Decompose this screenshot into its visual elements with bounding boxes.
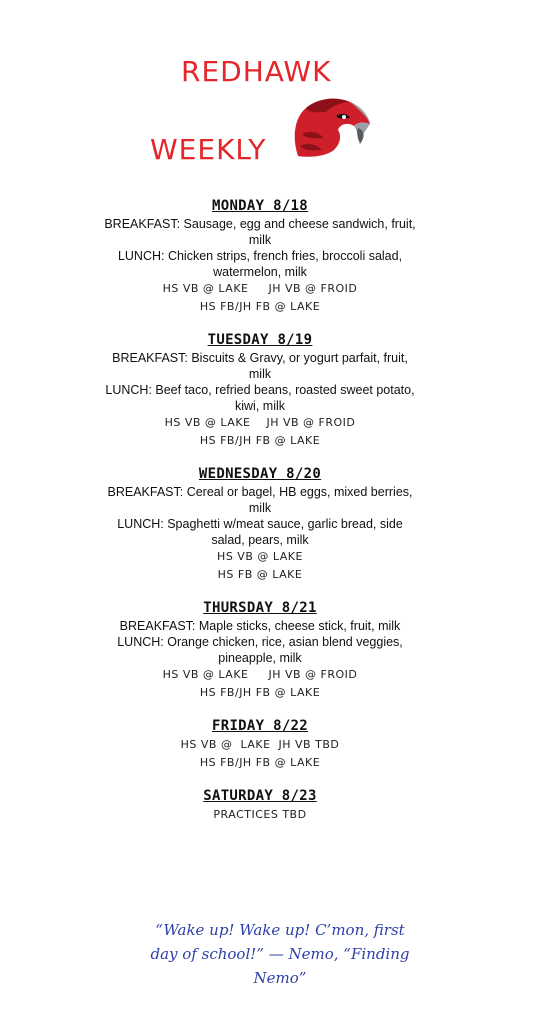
event-line: HS FB/JH FB @ LAKE bbox=[199, 756, 321, 769]
breakfast-text: BREAKFAST: Maple sticks, cheese stick, fruit, milk bbox=[119, 619, 401, 633]
event-line: HS VB @ LAKE JH VB TBD bbox=[180, 738, 340, 751]
lunch-text: LUNCH: Chicken strips, french fries, broccoli salad, watermelon, milk bbox=[117, 249, 403, 279]
breakfast-text: BREAKFAST: Biscuits & Gravy, or yogurt parfait, fruit, milk bbox=[112, 351, 408, 381]
event-line: HS VB @ LAKE bbox=[217, 550, 303, 563]
event-line: HS FB/JH FB @ LAKE bbox=[199, 300, 321, 313]
lunch-text: LUNCH: Orange chicken, rice, asian blend veggies, pineapple, milk bbox=[117, 635, 403, 665]
event-line: HS FB/JH FB @ LAKE bbox=[199, 434, 321, 447]
event-line: HS VB @ LAKE JH VB @ FROID bbox=[164, 416, 356, 429]
lunch-text: LUNCH: Beef taco, refried beans, roasted sweet potato, kiwi, milk bbox=[105, 383, 415, 413]
day-title: THURSDAY 8/21 bbox=[203, 600, 317, 616]
quote-text: “Wake up! Wake up! C’mon, first day of school!” — Nemo, “Finding Nemo” bbox=[150, 921, 410, 987]
event-line: PRACTICES TBD bbox=[213, 808, 307, 821]
breakfast-text: BREAKFAST: Cereal or bagel, HB eggs, mixed berries, milk bbox=[107, 485, 413, 515]
day-block bbox=[100, 466, 420, 584]
event-line: HS VB @ LAKE JH VB @ FROID bbox=[162, 282, 358, 295]
day-title: WEDNESDAY 8/20 bbox=[198, 466, 322, 482]
title-redhawk: REDHAWK bbox=[181, 55, 332, 88]
event-line: HS FB @ LAKE bbox=[217, 568, 303, 581]
day-title: MONDAY 8/18 bbox=[211, 198, 309, 214]
day-title: SATURDAY 8/23 bbox=[203, 788, 317, 804]
day-block bbox=[100, 332, 420, 450]
breakfast-text: BREAKFAST: Sausage, egg and cheese sandwich, fruit, milk bbox=[104, 217, 416, 247]
day-title: TUESDAY 8/19 bbox=[207, 332, 313, 348]
day-block bbox=[100, 198, 420, 316]
title-weekly: WEEKLY bbox=[150, 133, 267, 166]
day-title: FRIDAY 8/22 bbox=[211, 718, 309, 734]
event-line: HS VB @ LAKE JH VB @ FROID bbox=[162, 668, 358, 681]
weekly-schedule bbox=[100, 198, 420, 840]
lunch-text: LUNCH: Spaghetti w/meat sauce, garlic bread, side salad, pears, milk bbox=[117, 517, 403, 547]
event-line: HS FB/JH FB @ LAKE bbox=[199, 686, 321, 699]
day-block bbox=[100, 788, 420, 824]
day-block bbox=[100, 600, 420, 702]
day-block bbox=[100, 718, 420, 772]
redhawk-logo-icon bbox=[288, 94, 372, 160]
